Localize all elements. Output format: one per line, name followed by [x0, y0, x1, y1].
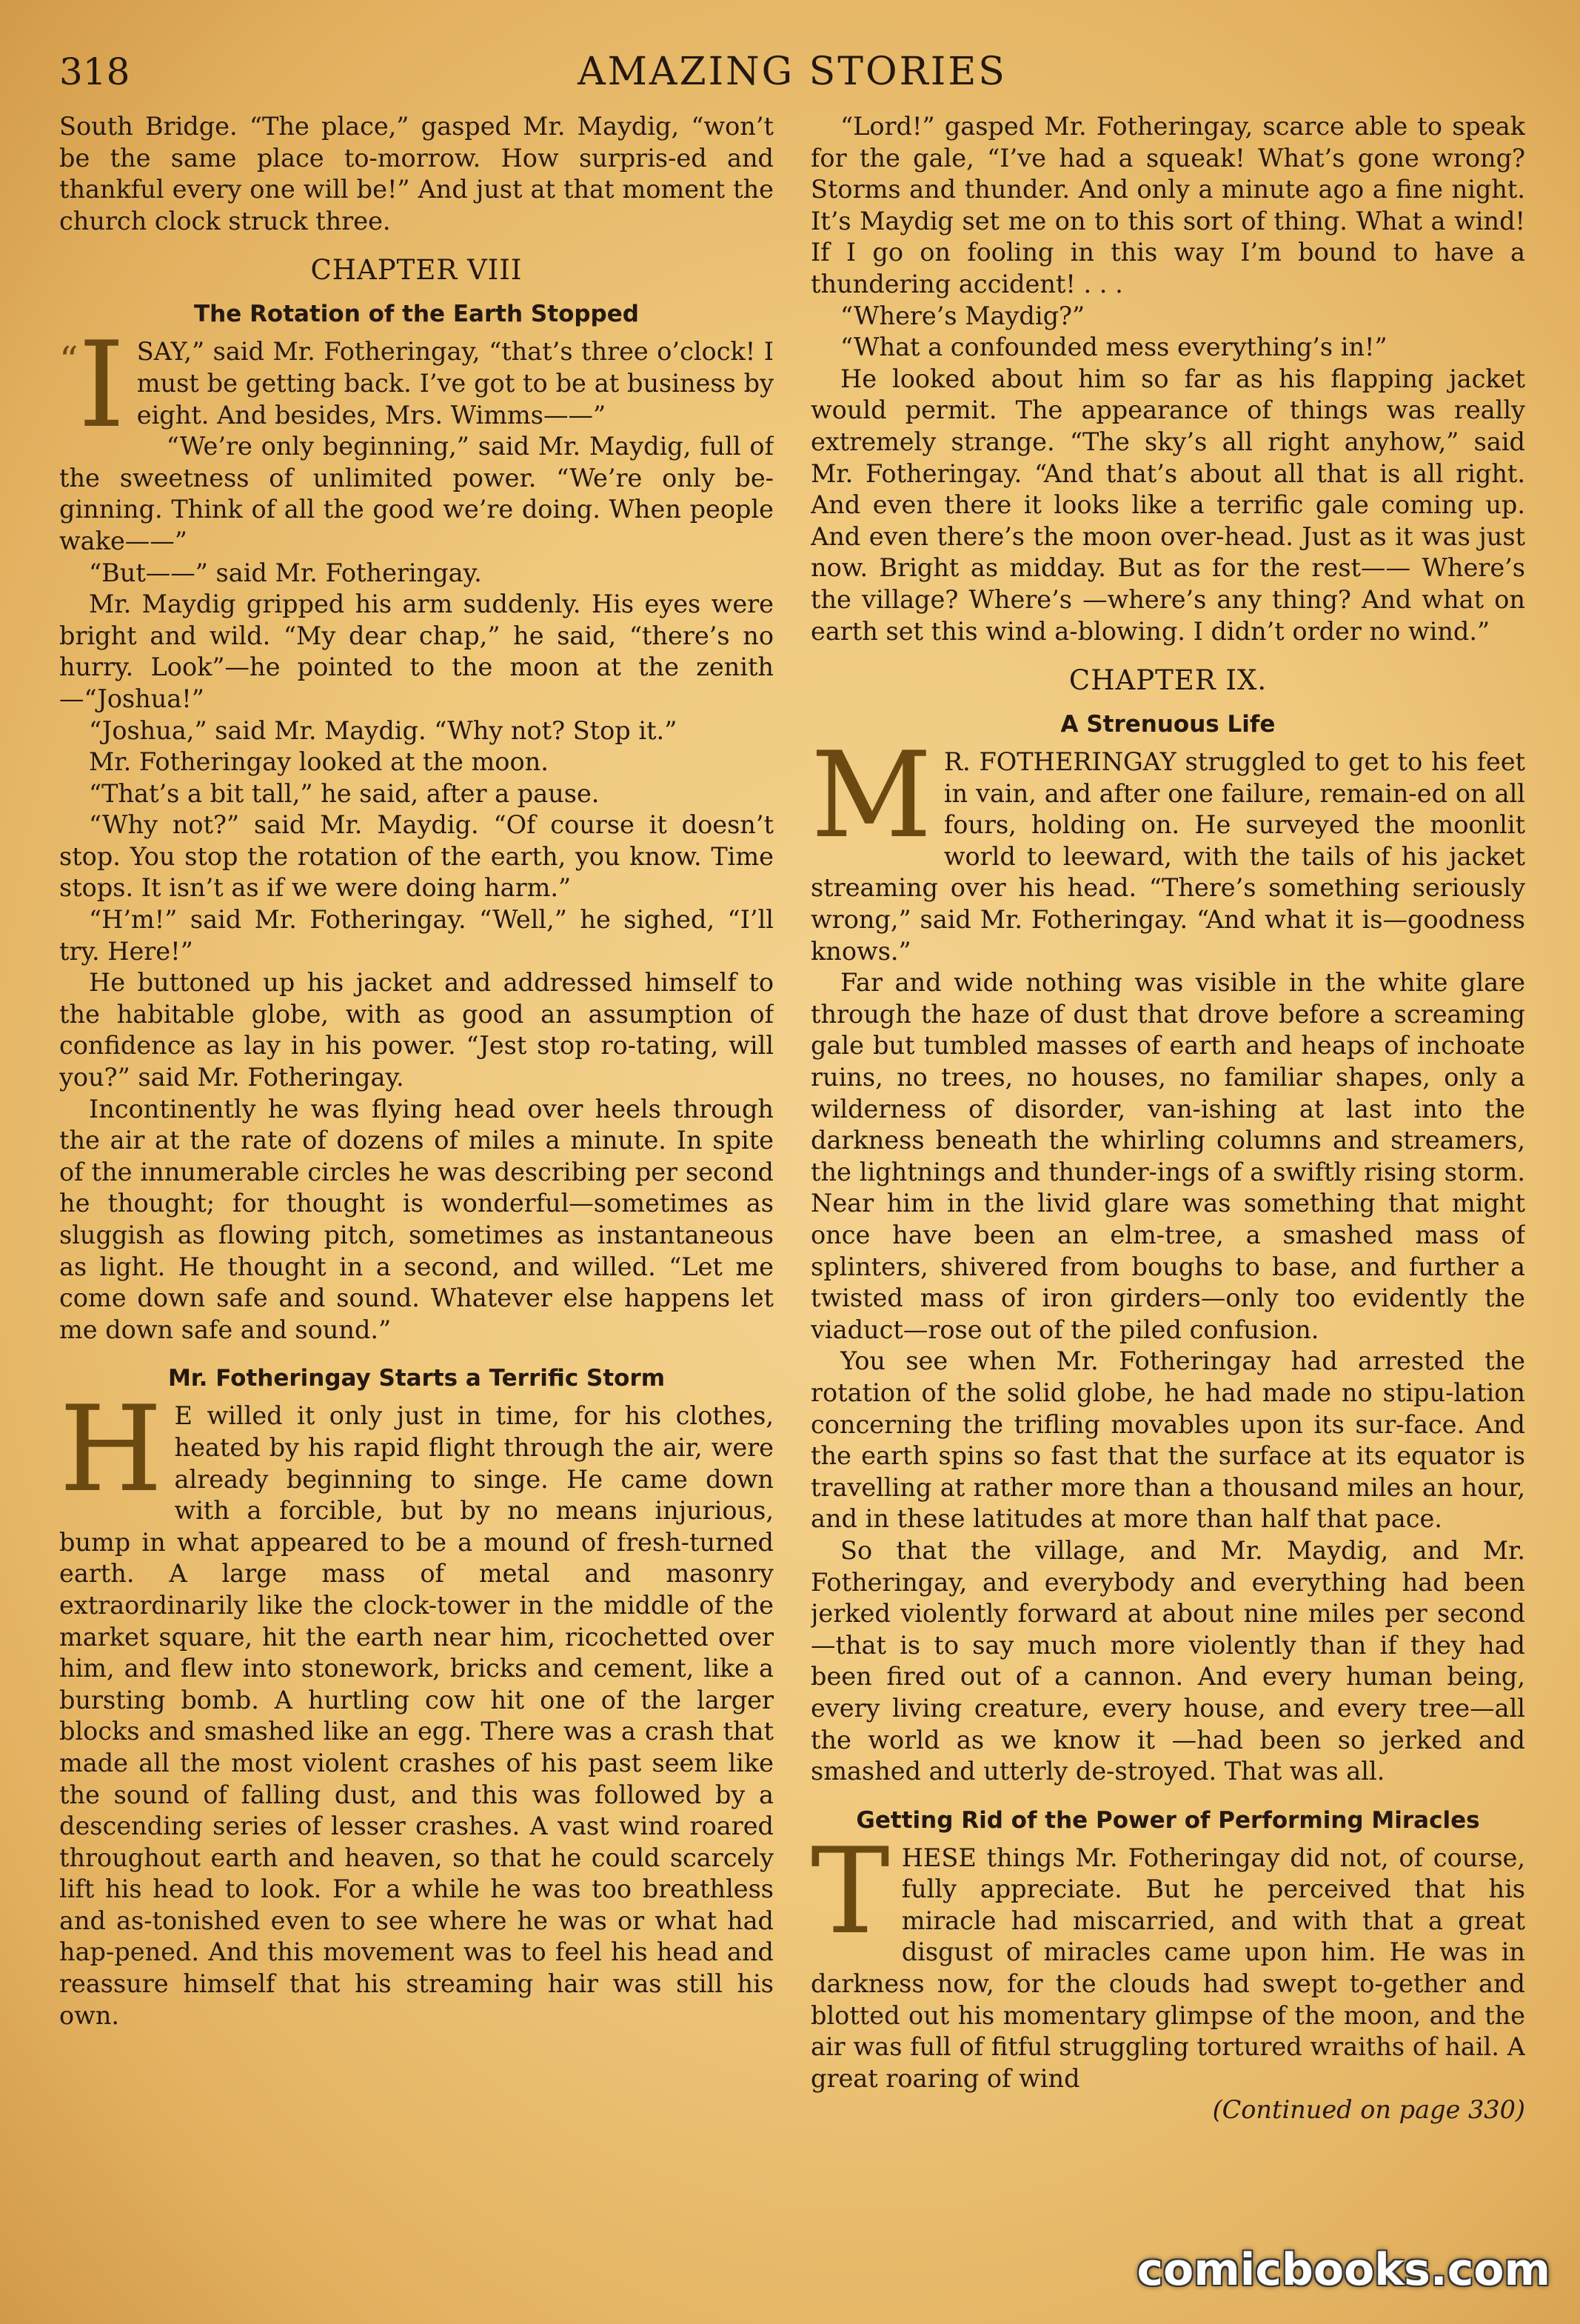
paragraph-text: E willed it only just in time, for his clothes, heated by his rapid flight through the air, were already beginning to singe. He came down with a forcible, but by no means injurious, bump in what appeared to be a mound of fresh-turned earth. A large mass of metal and masonry extraordinarily like the clock-tower in the middle of the market square, hit the earth near him, ricochetted over him, and flew into stonework, bricks and cement, like a bursting bomb. A hurtling cow hit one of the larger blocks and smashed like an egg. There was a crash that made all the most violent crashes of his past seem like the sound of falling dust, and this was followed by a descending series of lesser crashes. A vast wind roared throughout earth and heaven, so that he could scarcely lift his head to look. For a while he was too breathless and as-tonished even to see where he was or what had hap-pened. And this movement was to feel his head and reassure himself that his streaming hair was still his own.	[59, 1401, 774, 2030]
paragraph-text: R. FOTHERINGAY struggled to get to his feet in vain, and after one failure, remain-ed on all fours, holding on. He surveyed the moonlit world to leeward, with the tails of his jacket streaming over his head. “There’s something seriously wrong,” said Mr. Fotheringay. “And what it is—goodness knows.”	[811, 747, 1525, 966]
paragraph: “Where’s Maydig?”	[840, 301, 1085, 330]
paragraph-drop-cap	[811, 726, 1525, 967]
chapter-heading: CHAPTER VIII	[310, 254, 523, 287]
drop-cap: T	[811, 1821, 890, 1960]
paragraph: South Bridge. “The place,” gasped Mr. Maydig, “won’t be the same place to-morrow. How surpris-ed and thankful every one will be!” And just at that moment the church clock struck three.	[59, 112, 774, 236]
page-number: 318	[59, 50, 130, 93]
drop-cap-quote: “	[59, 338, 78, 382]
paragraph-drop-cap	[59, 1380, 774, 2031]
paragraph-drop-cap	[59, 315, 774, 455]
paragraph: Mr. Fotheringay looked at the moon.	[89, 747, 549, 777]
continued-notice: (Continued on page 330)	[1212, 2095, 1525, 2125]
paragraph: “That’s a bit tall,” he said, after a pause.	[89, 778, 600, 808]
paragraph: “But——” said Mr. Fotheringay.	[89, 558, 482, 587]
magazine-title: AMAZING STORIES	[578, 50, 1007, 94]
paragraph: “Joshua,” said Mr. Maydig. “Why not? Stop it.”	[89, 715, 677, 745]
paragraph: Far and wide nothing was visible in the white glare through the haze of dust that drove before a screaming gale but tumbled masses of earth and heaps of inchoate ruins, no trees, no houses, no familiar shapes, only a wilderness of disorder, van-ishing at last into the darkness beneath the whirling columns and streamers, the lightnings and thunder-ings of a swiftly rising storm. Near him in the livid glare was something that might once have been an elm-tree, a smashed mass of splinters, shivered from boughs to base, and further a twisted mass of iron girders—only too evidently the viaduct—rose out of the piled confusion.	[811, 968, 1525, 1344]
right-column	[811, 111, 1525, 2303]
chapter-subtitle: A Strenuous Life	[1060, 711, 1276, 738]
paragraph: He buttoned up his jacket and addressed himself to the habitable globe, with as good an assumption of confidence as lay in his power. “Jest stop ro-tating, will you?” said Mr. Fotheringay.	[59, 968, 774, 1092]
chapter-heading: CHAPTER IX.	[1068, 664, 1268, 697]
drop-cap-letter: I	[78, 315, 125, 455]
chapter-subtitle: The Rotation of the Earth Stopped	[194, 301, 639, 328]
paragraph: “We’re only beginning,” said Mr. Maydig, full of the sweetness of unlimited power. “We’re only be-ginning. Think of all the good we’re doing. When people wake——”	[59, 432, 774, 555]
drop-cap: M	[811, 726, 932, 865]
drop-cap	[59, 315, 125, 455]
paragraph: “What a confounded mess everything’s in!”	[840, 333, 1387, 362]
watermark: comicbooks.com	[1137, 2244, 1550, 2296]
paragraph: He looked about him so far as his flapping jacket would permit. The appearance of things was really extremely strange. “The sky’s all right anyhow,” said Mr. Fotheringay. “And that’s about all that is all right. And even there it looks like a terrific gale coming up. And even there’s the moon over-head. Just as it was just now. Bright as midday. But as for the rest—— Where’s the village? Where’s —where’s any thing? And what on earth set this wind a-blowing. I didn’t order no wind.”	[811, 364, 1525, 646]
paragraph: So that the village, and Mr. Maydig, and Mr. Fotheringay, and everybody and everything had been jerked violently forward at about nine miles per second—that is to say much more violently than if they had been fired out of a cannon. And every human being, every living creature, every house, and every tree—all the world as we know it —had been so jerked and smashed and utterly de-stroyed. That was all.	[811, 1535, 1525, 1786]
paragraph-drop-cap	[811, 1821, 1525, 2095]
paragraph: “Why not?” said Mr. Maydig. “Of course it doesn’t stop. You stop the rotation of the earth, you know. Time stops. It isn’t as if we were doing harm.”	[59, 810, 774, 903]
paragraph-text: SAY,” said Mr. Fotheringay, “that’s three o’clock! I must be getting back. I’ve got to be at business by eight. And besides, Mrs. Wimms——”	[136, 337, 774, 430]
paragraph: Mr. Maydig gripped his arm suddenly. His eyes were bright and wild. “My dear chap,” he said, “there’s no hurry. Look”—he pointed to the moon at the zenith—“Joshua!”	[59, 590, 774, 713]
paragraph-text: HESE things Mr. Fotheringay did not, of course, fully appreciate. But he perceived that his miracle had miscarried, and with that a great disgust of miracles came upon him. He was in darkness now, for the clouds had swept to-gether and blotted out his momentary glimpse of the moon, and the air was full of fitful struggling tortured wraiths of hail. A great roaring of wind	[811, 1843, 1525, 2093]
section-subtitle: Mr. Fotheringay Starts a Terrific Storm	[167, 1365, 666, 1392]
section-subtitle: Getting Rid of the Power of Performing Miracles	[856, 1806, 1480, 1834]
paragraph: “Lord!” gasped Mr. Fotheringay, scarce able to speak for the gale, “I’ve had a squeak! What’s gone wrong? Storms and thunder. And only a minute ago a fine night. It’s Maydig set me on to this sort of thing. What a wind! If I go on fooling in this way I’m bound to have a thundering accident! . . .	[811, 112, 1525, 298]
paragraph: “H’m!” said Mr. Fotheringay. “Well,” he sighed, “I’ll try. Here!”	[59, 905, 774, 966]
paragraph: You see when Mr. Fotheringay had arrested the rotation of the solid globe, he had made no stipu-lation concerning the trifling movables upon its sur-face. And the earth spins so fast that the surface at its equator is travelling at rather more than a thousand miles an hour, and in these latitudes at more than half that pace.	[811, 1346, 1525, 1534]
left-column	[59, 111, 774, 2303]
paragraph: Incontinently he was flying head over heels through the air at the rate of dozens of miles a minute. In spite of the innumerable circles he was describing per second he thought; for thought is wonderful—sometimes as sluggish as flowing pitch, sometimes as instantaneous as light. He thought in a second, and willed. “Let me come down safe and sound. Whatever else happens let me down safe and sound.”	[59, 1094, 774, 1344]
page-header	[59, 46, 1525, 98]
drop-cap: H	[59, 1380, 163, 1519]
